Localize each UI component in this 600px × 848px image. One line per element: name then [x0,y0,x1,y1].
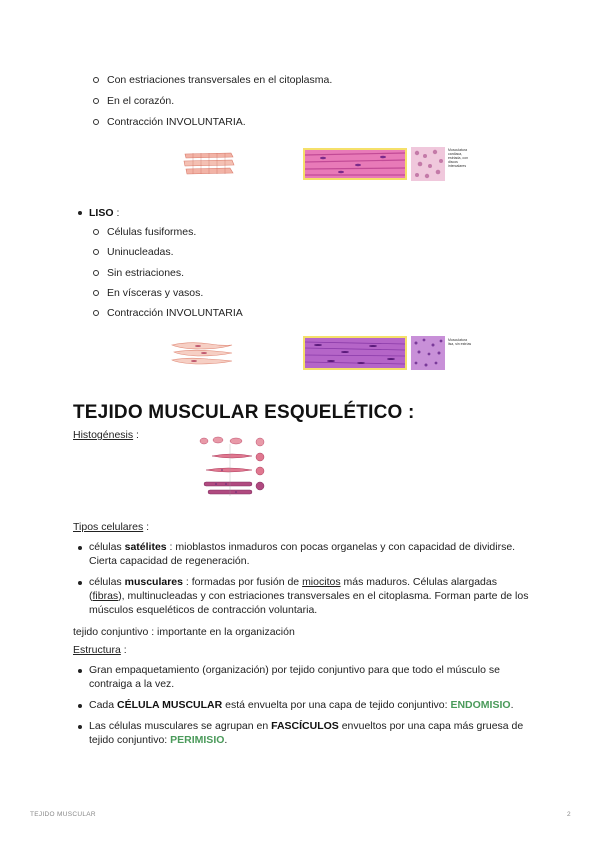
circle-bullet [93,249,99,255]
list-item: Sin estriaciones. [107,267,185,279]
disc-bullet [78,704,82,708]
liso-heading: LISO : [89,207,120,219]
footer-title: TEJIDO MUSCULAR [30,811,96,818]
smooth-micrograph-image [303,336,407,370]
circle-bullet [93,270,99,276]
smooth-cross-section-image [411,336,445,370]
circle-bullet [93,290,99,296]
list-item: Cada CÉLULA MUSCULAR está envuelta por una capa de tejido conjuntivo: ENDOMISIO. [89,699,514,711]
list-item: Células fusiformes. [107,226,197,238]
cardiac-caption: Musculatura cardiaca, estriada, con discos intercalares [448,148,469,168]
histogenesis-label: Histogénesis : [73,429,139,441]
circle-bullet [93,310,99,316]
estructura-label: Estructura : [73,644,127,656]
list-item: Con estriaciones transversales en el citoplasma. [107,74,333,86]
cardiac-micrograph-image [303,148,407,180]
page-number: 2 [567,811,571,818]
section-title: TEJIDO MUSCULAR ESQUELÉTICO : [73,402,415,423]
circle-bullet [93,119,99,125]
smooth-drawing-image [170,340,234,366]
tipos-label: Tipos celulares : [73,521,150,533]
circle-bullet [93,229,99,235]
cardiac-drawing-image [183,150,235,178]
list-item: células satélites : mioblastos inmaduros con pocas organelas y con capacidad de dividirse. Cierta capacidad de regeneración. [89,541,516,567]
histogenesis-diagram-image [196,434,268,500]
list-item: Contracción INVOLUNTARIA. [107,116,246,128]
smooth-caption: Musculatura lisa, sin estrías [448,338,472,346]
disc-bullet [78,546,82,550]
disc-bullet [78,211,82,215]
list-item: En vísceras y vasos. [107,287,204,299]
conjuntivo-text: tejido conjuntivo : importante en la organización [73,626,295,638]
circle-bullet [93,98,99,104]
list-item: Las células musculares se agrupan en FASCÍCULOS envueltos por una capa más gruesa de tejido conjuntivo: PERIMISIO. [89,720,524,746]
list-item: Gran empaquetamiento (organización) por tejido conjuntivo para que todo el músculo se contraiga a la vez. [89,664,500,690]
cardiac-cross-section-image [411,147,445,181]
disc-bullet [78,725,82,729]
list-item: células musculares : formadas por fusión de miocitos más maduros. Células alargadas (fibras), multinucleadas y con estriaciones transversales en el citoplasma. Forman parte de los músculos esqueléticos de contracción voluntaria. [89,576,529,616]
list-item: Contracción INVOLUNTARIA [107,307,243,319]
list-item: En el corazón. [107,95,175,107]
disc-bullet [78,581,82,585]
list-item: Uninucleadas. [107,246,174,258]
circle-bullet [93,77,99,83]
disc-bullet [78,669,82,673]
